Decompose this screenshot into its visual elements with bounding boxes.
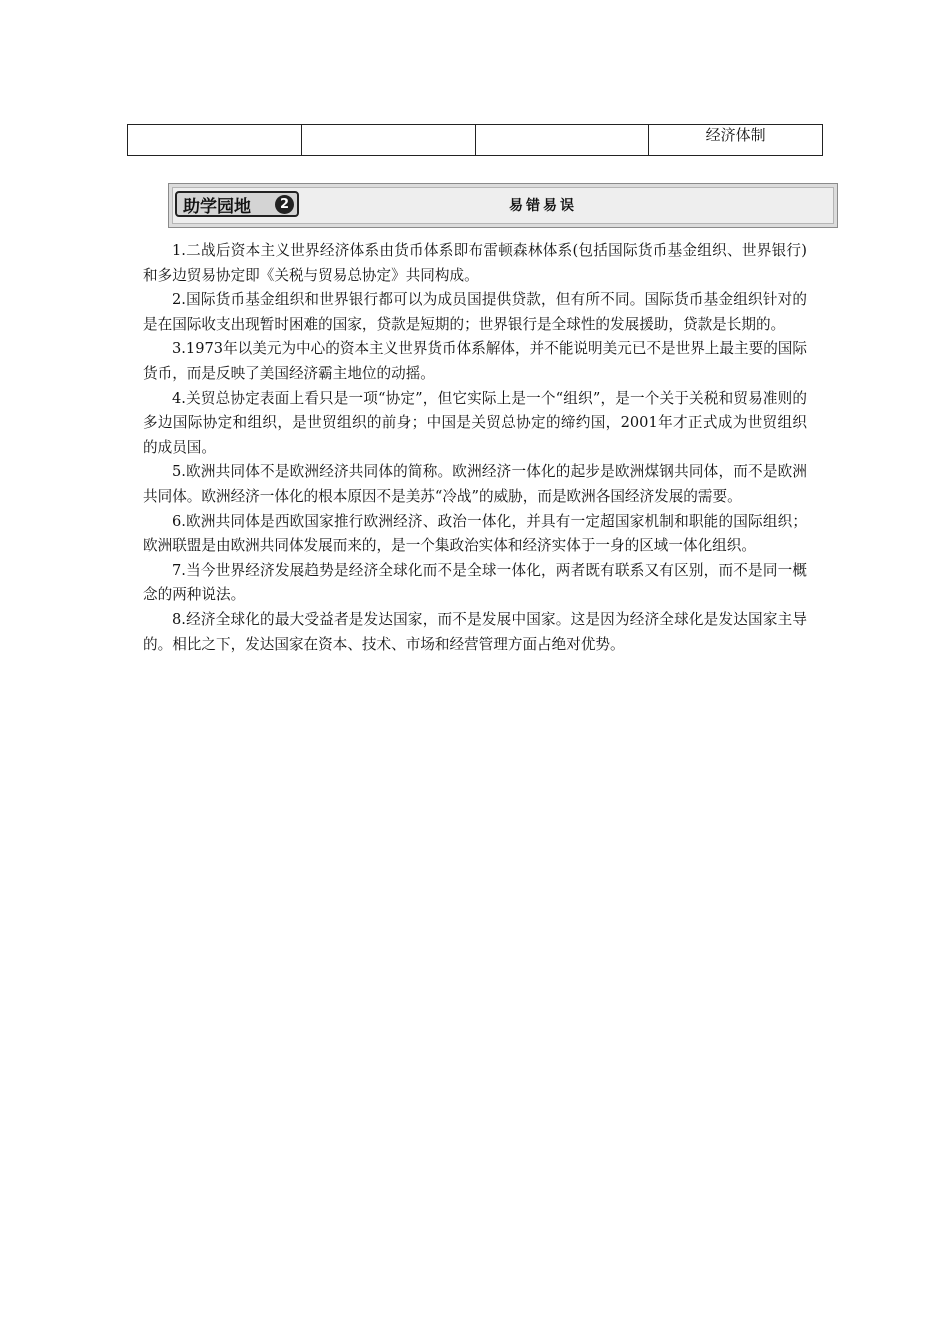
note-paragraph: 3.1973年以美元为中心的资本主义世界货币体系解体，并不能说明美元已不是世界上最主要的国际货币，而是反映了美国经济霸主地位的动摇。 xyxy=(143,340,807,382)
note-paragraph: 1.二战后资本主义世界经济体系由货币体系即布雷顿森林体系(包括国际货币基金组织、世界银行)和多边贸易协定即《关税与贸易总协定》共同构成。 xyxy=(143,242,807,284)
note-paragraph: 2.国际货币基金组织和世界银行都可以为成员国提供贷款，但有所不同。国际货币基金组织针对的是在国际收支出现暂时困难的国家，贷款是短期的；世界银行是全球性的发展援助，贷款是长期的。 xyxy=(143,291,807,333)
note-paragraph: 7.当今世界经济发展趋势是经济全球化而不是全球一体化，两者既有联系又有区别，而不是同一概念的两种说法。 xyxy=(143,561,807,604)
note-paragraph: 6.欧洲共同体是西欧国家推行欧洲经济、政治一体化，并具有一定超国家机制和职能的国际组织；欧洲联盟是由欧洲共同体发展而来的，是一个集政治实体和经济实体于一身的区域一体化组织。 xyxy=(143,512,807,555)
section-banner xyxy=(168,183,838,228)
section-title: 易错易误 xyxy=(509,198,577,214)
table-cell xyxy=(128,125,302,156)
summary-table-fragment xyxy=(127,124,823,156)
note-paragraph: 8.经济全球化的最大受益者是发达国家，而不是发展中国家。这是因为经济全球化是发达国家主导的。相比之下，发达国家在资本、技术、市场和经营管理方面占绝对优势。 xyxy=(143,610,807,653)
badge-number-circle: 2 xyxy=(275,195,294,214)
table-cell xyxy=(301,125,475,156)
note-paragraph: 5.欧洲共同体不是欧洲经济共同体的简称。欧洲经济一体化的起步是欧洲煤钢共同体，而不是欧洲共同体。欧洲经济一体化的根本原因不是美苏“冷战”的威胁，而是欧洲各国经济发展的需要。 xyxy=(143,463,807,505)
section-badge xyxy=(175,191,299,217)
table-cell: 经济体制 xyxy=(649,125,823,156)
notes-body xyxy=(143,239,807,657)
table-row xyxy=(128,125,823,156)
note-paragraph: 4.关贸总协定表面上看只是一项“协定”，但它实际上是一个“组织”，是一个关于关税和贸易准则的多边国际协定和组织，是世贸组织的前身；中国是关贸总协定的缔约国，2001年才正式成为世贸组织的成员国。 xyxy=(143,389,807,456)
badge-label: 助学园地 xyxy=(183,196,251,217)
table-cell xyxy=(475,125,649,156)
